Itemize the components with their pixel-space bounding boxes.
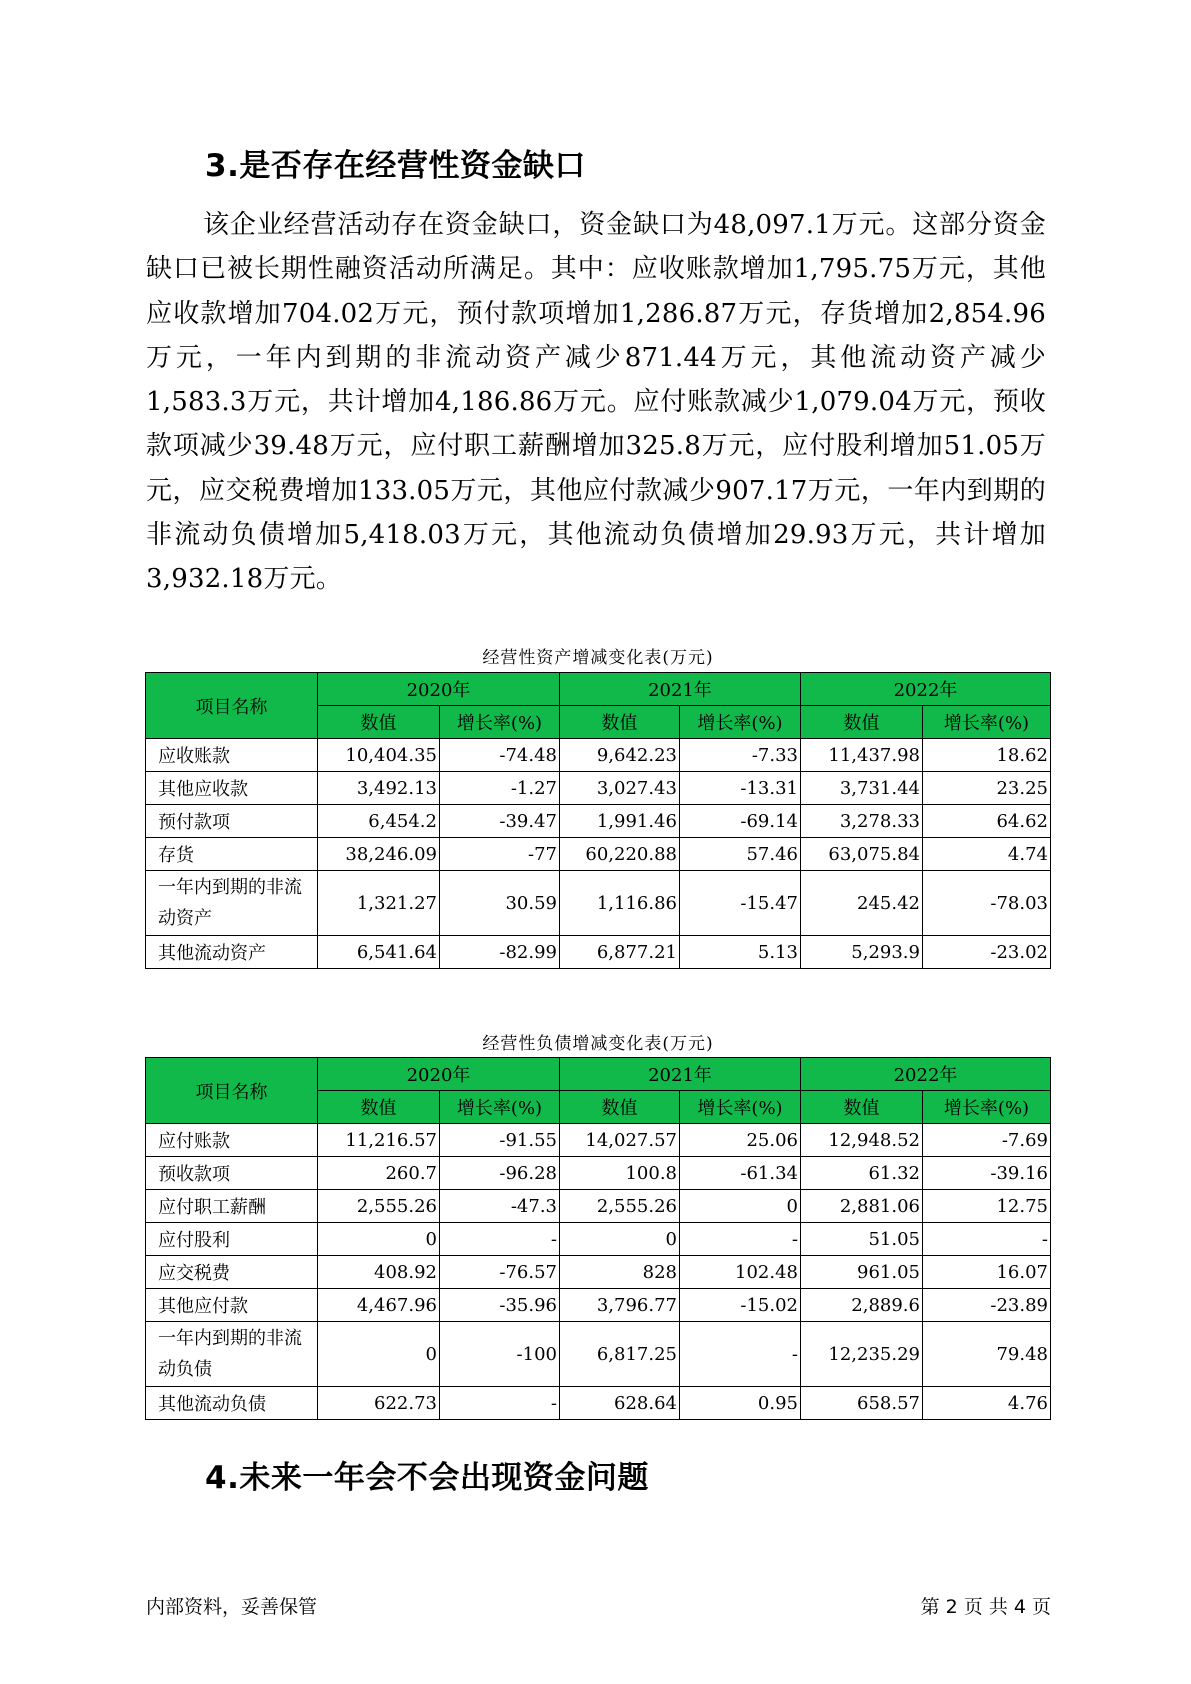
header-growth-rate: 增长率(%) bbox=[680, 1091, 801, 1124]
cell-growth-rate: 4.76 bbox=[923, 1387, 1051, 1420]
row-item-name: 其他应付款 bbox=[146, 1289, 318, 1322]
footer-page-number: 第 2 页 共 4 页 bbox=[920, 1596, 1051, 1618]
row-item-name: 应交税费 bbox=[146, 1256, 318, 1289]
cell-growth-rate: 5.13 bbox=[680, 936, 801, 969]
cell-value: 100.8 bbox=[560, 1157, 680, 1190]
cell-value: 14,027.57 bbox=[560, 1124, 680, 1157]
header-value: 数值 bbox=[801, 1091, 923, 1124]
table-caption-liabilities: 经营性负债增减变化表(万元) bbox=[482, 1034, 714, 1054]
cell-growth-rate: 0.95 bbox=[680, 1387, 801, 1420]
cell-value: 1,991.46 bbox=[560, 805, 680, 838]
section-3-paragraph: 该企业经营活动存在资金缺口，资金缺口为48,097.1万元。这部分资金缺口已被长期性融资活动所满足。其中：应收账款增加1,795.75万元，其他应收款增加704.02万元，预付款项增加1,286.87万元，存货增加2,854.96万元，一年内到期的非流动资产减少871.44万元，其他流动资产减少1,583.3万元，共计增加4,186.86万元。应付账款减少1,079.04万元，预收款项减少39.48万元，应付职工薪酬增加325.8万元，应付股利增加51.05万元，应交税费增加133.05万元，其他应付款减少907.17万元，一年内到期的非流动负债增加5,418.03万元，其他流动负债增加29.93万元，共计增加3,932.18万元。 bbox=[146, 210, 1046, 595]
row-item-name: 一年内到期的非流动负债 bbox=[146, 1322, 318, 1387]
row-item-name: 应付职工薪酬 bbox=[146, 1190, 318, 1223]
table-row bbox=[146, 739, 1051, 772]
section-heading-3: 3.是否存在经营性资金缺口 bbox=[205, 148, 586, 184]
cell-value: 51.05 bbox=[801, 1223, 923, 1256]
header-item-name: 项目名称 bbox=[146, 1058, 318, 1124]
row-item-name: 应付账款 bbox=[146, 1124, 318, 1157]
liabilities-change-table bbox=[145, 1057, 1051, 1420]
header-value: 数值 bbox=[318, 1091, 440, 1124]
cell-growth-rate: - bbox=[680, 1223, 801, 1256]
cell-value: 260.7 bbox=[318, 1157, 440, 1190]
cell-growth-rate: -100 bbox=[440, 1322, 560, 1387]
cell-value: 0 bbox=[560, 1223, 680, 1256]
cell-value: 5,293.9 bbox=[801, 936, 923, 969]
cell-value: 11,216.57 bbox=[318, 1124, 440, 1157]
header-growth-rate: 增长率(%) bbox=[923, 1091, 1051, 1124]
cell-growth-rate: -7.33 bbox=[680, 739, 801, 772]
cell-growth-rate: -39.47 bbox=[440, 805, 560, 838]
assets-table-body bbox=[146, 739, 1051, 969]
cell-growth-rate: -77 bbox=[440, 838, 560, 871]
header-value: 数值 bbox=[801, 706, 923, 739]
cell-value: 628.64 bbox=[560, 1387, 680, 1420]
table-row bbox=[146, 1256, 1051, 1289]
cell-growth-rate: 0 bbox=[680, 1190, 801, 1223]
cell-growth-rate: -47.3 bbox=[440, 1190, 560, 1223]
table-row bbox=[146, 1190, 1051, 1223]
cell-value: 2,555.26 bbox=[318, 1190, 440, 1223]
cell-growth-rate: - bbox=[680, 1322, 801, 1387]
cell-value: 6,817.25 bbox=[560, 1322, 680, 1387]
header-item-name: 项目名称 bbox=[146, 673, 318, 739]
cell-growth-rate: -1.27 bbox=[440, 772, 560, 805]
cell-value: 10,404.35 bbox=[318, 739, 440, 772]
cell-growth-rate: -23.89 bbox=[923, 1289, 1051, 1322]
table-row bbox=[146, 1322, 1051, 1387]
row-item-name: 应付股利 bbox=[146, 1223, 318, 1256]
cell-value: 2,881.06 bbox=[801, 1190, 923, 1223]
table-row bbox=[146, 772, 1051, 805]
cell-growth-rate: - bbox=[923, 1223, 1051, 1256]
cell-value: 9,642.23 bbox=[560, 739, 680, 772]
row-item-name: 一年内到期的非流动资产 bbox=[146, 871, 318, 936]
cell-growth-rate: -69.14 bbox=[680, 805, 801, 838]
cell-value: 6,541.64 bbox=[318, 936, 440, 969]
header-year: 2020年 bbox=[318, 673, 560, 706]
header-growth-rate: 增长率(%) bbox=[440, 706, 560, 739]
cell-value: 3,731.44 bbox=[801, 772, 923, 805]
row-item-name: 其他流动资产 bbox=[146, 936, 318, 969]
header-value: 数值 bbox=[318, 706, 440, 739]
cell-value: 11,437.98 bbox=[801, 739, 923, 772]
cell-growth-rate: 57.46 bbox=[680, 838, 801, 871]
assets-change-table bbox=[145, 672, 1051, 969]
row-item-name: 应收账款 bbox=[146, 739, 318, 772]
cell-growth-rate: -91.55 bbox=[440, 1124, 560, 1157]
cell-value: 622.73 bbox=[318, 1387, 440, 1420]
cell-value: 3,796.77 bbox=[560, 1289, 680, 1322]
cell-value: 2,889.6 bbox=[801, 1289, 923, 1322]
cell-value: 61.32 bbox=[801, 1157, 923, 1190]
cell-value: 3,027.43 bbox=[560, 772, 680, 805]
table-caption-assets: 经营性资产增减变化表(万元) bbox=[482, 648, 714, 668]
cell-growth-rate: 16.07 bbox=[923, 1256, 1051, 1289]
table-row bbox=[146, 1387, 1051, 1420]
cell-value: 658.57 bbox=[801, 1387, 923, 1420]
header-year: 2020年 bbox=[318, 1058, 560, 1091]
cell-value: 12,948.52 bbox=[801, 1124, 923, 1157]
table-row bbox=[146, 1157, 1051, 1190]
header-growth-rate: 增长率(%) bbox=[680, 706, 801, 739]
header-year: 2022年 bbox=[801, 1058, 1051, 1091]
cell-growth-rate: 4.74 bbox=[923, 838, 1051, 871]
cell-value: 828 bbox=[560, 1256, 680, 1289]
table-row bbox=[146, 936, 1051, 969]
cell-value: 1,321.27 bbox=[318, 871, 440, 936]
cell-growth-rate: 64.62 bbox=[923, 805, 1051, 838]
row-item-name: 其他应收款 bbox=[146, 772, 318, 805]
cell-growth-rate: -61.34 bbox=[680, 1157, 801, 1190]
table-row bbox=[146, 871, 1051, 936]
cell-value: 0 bbox=[318, 1223, 440, 1256]
footer-confidential-note: 内部资料，妥善保管 bbox=[146, 1596, 318, 1618]
cell-value: 245.42 bbox=[801, 871, 923, 936]
cell-growth-rate: 30.59 bbox=[440, 871, 560, 936]
table-row bbox=[146, 805, 1051, 838]
cell-growth-rate: -96.28 bbox=[440, 1157, 560, 1190]
table-row bbox=[146, 838, 1051, 871]
cell-value: 1,116.86 bbox=[560, 871, 680, 936]
row-item-name: 其他流动负债 bbox=[146, 1387, 318, 1420]
header-year: 2021年 bbox=[560, 1058, 801, 1091]
cell-growth-rate: -23.02 bbox=[923, 936, 1051, 969]
cell-growth-rate: -15.47 bbox=[680, 871, 801, 936]
cell-value: 408.92 bbox=[318, 1256, 440, 1289]
cell-value: 38,246.09 bbox=[318, 838, 440, 871]
liabilities-table-body bbox=[146, 1124, 1051, 1420]
header-value: 数值 bbox=[560, 1091, 680, 1124]
cell-growth-rate: 23.25 bbox=[923, 772, 1051, 805]
table-row bbox=[146, 1124, 1051, 1157]
cell-growth-rate: 25.06 bbox=[680, 1124, 801, 1157]
cell-growth-rate: -82.99 bbox=[440, 936, 560, 969]
table-row bbox=[146, 1223, 1051, 1256]
row-item-name: 预付款项 bbox=[146, 805, 318, 838]
cell-growth-rate: -78.03 bbox=[923, 871, 1051, 936]
cell-growth-rate: -35.96 bbox=[440, 1289, 560, 1322]
cell-value: 961.05 bbox=[801, 1256, 923, 1289]
cell-growth-rate: -76.57 bbox=[440, 1256, 560, 1289]
cell-value: 2,555.26 bbox=[560, 1190, 680, 1223]
cell-growth-rate: - bbox=[440, 1223, 560, 1256]
cell-value: 6,877.21 bbox=[560, 936, 680, 969]
header-year: 2021年 bbox=[560, 673, 801, 706]
cell-growth-rate: -15.02 bbox=[680, 1289, 801, 1322]
row-item-name: 存货 bbox=[146, 838, 318, 871]
cell-value: 12,235.29 bbox=[801, 1322, 923, 1387]
cell-growth-rate: -7.69 bbox=[923, 1124, 1051, 1157]
section-heading-4: 4.未来一年会不会出现资金问题 bbox=[205, 1460, 649, 1496]
cell-growth-rate: -74.48 bbox=[440, 739, 560, 772]
cell-growth-rate: 79.48 bbox=[923, 1322, 1051, 1387]
cell-growth-rate: 12.75 bbox=[923, 1190, 1051, 1223]
table-row bbox=[146, 1289, 1051, 1322]
cell-value: 63,075.84 bbox=[801, 838, 923, 871]
cell-value: 3,278.33 bbox=[801, 805, 923, 838]
header-year: 2022年 bbox=[801, 673, 1051, 706]
cell-value: 6,454.2 bbox=[318, 805, 440, 838]
cell-value: 60,220.88 bbox=[560, 838, 680, 871]
header-growth-rate: 增长率(%) bbox=[923, 706, 1051, 739]
cell-growth-rate: -13.31 bbox=[680, 772, 801, 805]
header-value: 数值 bbox=[560, 706, 680, 739]
cell-growth-rate: 102.48 bbox=[680, 1256, 801, 1289]
cell-growth-rate: - bbox=[440, 1387, 560, 1420]
header-growth-rate: 增长率(%) bbox=[440, 1091, 560, 1124]
cell-value: 3,492.13 bbox=[318, 772, 440, 805]
cell-growth-rate: -39.16 bbox=[923, 1157, 1051, 1190]
cell-value: 4,467.96 bbox=[318, 1289, 440, 1322]
cell-value: 0 bbox=[318, 1322, 440, 1387]
cell-growth-rate: 18.62 bbox=[923, 739, 1051, 772]
row-item-name: 预收款项 bbox=[146, 1157, 318, 1190]
